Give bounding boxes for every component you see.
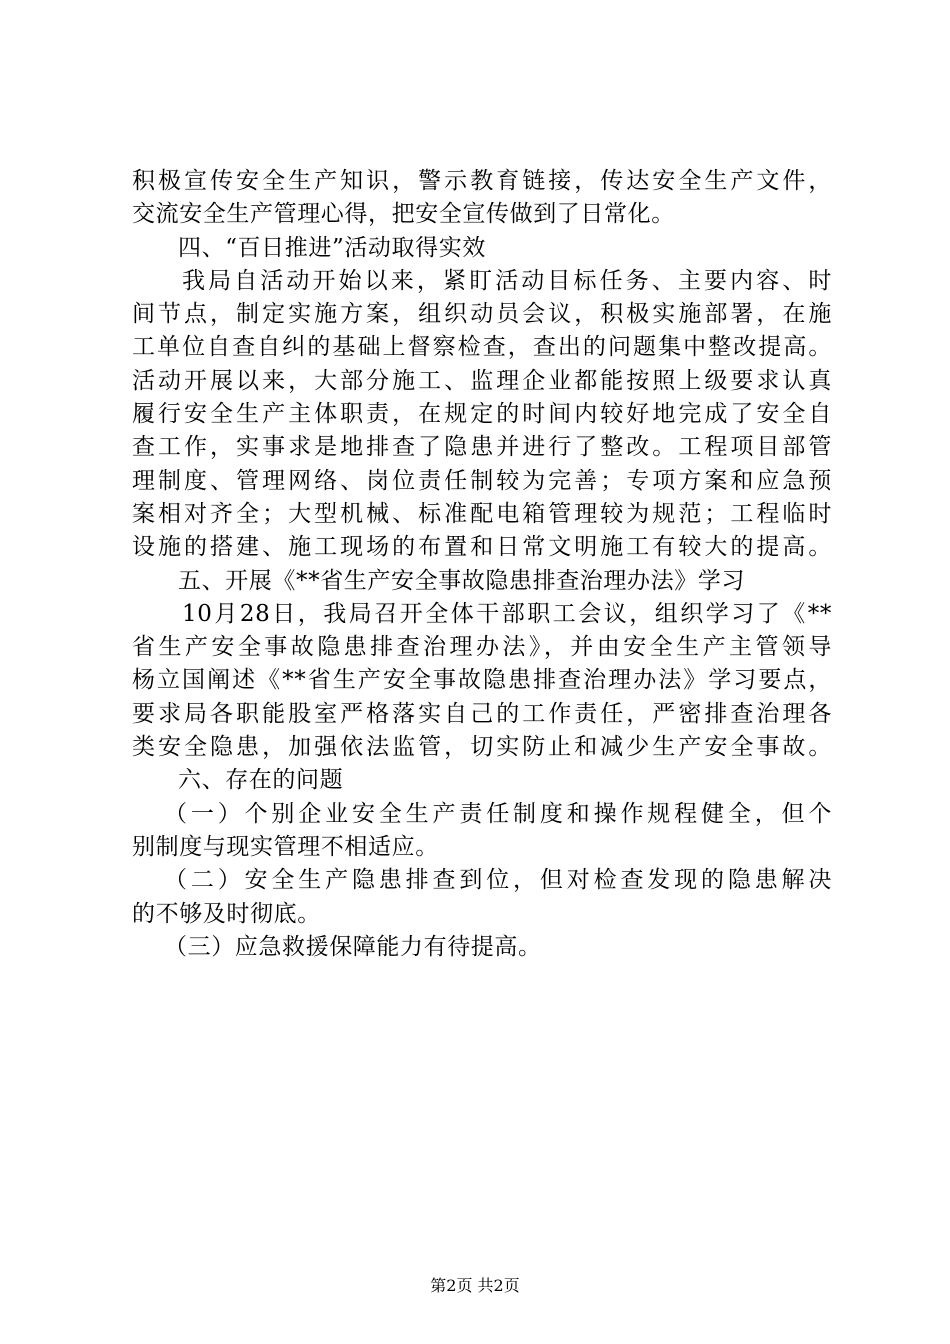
text-line: 积极宣传安全生产知识，警示教育链接，传达安全生产文件，	[132, 168, 832, 194]
text-line: 杨立国阐述《**省生产安全事故隐患排查治理办法》学习要点，	[132, 667, 832, 694]
text-line: （二）安全生产隐患排查到位，但对检查发现的隐患解决	[164, 867, 832, 894]
text-line: 别制度与现实管理不相适应。	[132, 833, 439, 860]
text-line: 履行安全生产主体职责，在规定的时间内较好地完成了安全自	[132, 401, 832, 428]
document-body	[132, 165, 832, 964]
text-line: 的不够及时彻底。	[132, 900, 321, 927]
text-line: 10月28日，我局召开全体干部职工会议，组织学习了《**	[182, 600, 832, 627]
text-line: 要求局各职能股室严格落实自己的工作责任，严密排查治理各	[132, 700, 832, 727]
text-line: 类安全隐患，加强依法监管，切实防止和减少生产安全事故。	[132, 734, 832, 761]
text-line: 设施的搭建、施工现场的布置和日常文明施工有较大的提高。	[132, 534, 832, 561]
text-line: 查工作，实事求是地排查了隐患并进行了整改。工程项目部管	[132, 434, 832, 461]
text-line: 五、开展《**省生产安全事故隐患排查治理办法》学习	[178, 567, 745, 594]
text-line: （一）个别企业安全生产责任制度和操作规程健全，但个	[164, 800, 832, 827]
text-line: 六、存在的问题	[178, 767, 344, 794]
text-line: 案相对齐全；大型机械、标准配电箱管理较为规范；工程临时	[132, 500, 832, 527]
text-line: （三）应急救援保障能力有待提高。	[164, 933, 542, 960]
text-line: 四、“百日推进”活动取得实效	[178, 234, 486, 261]
text-line: 我局自活动开始以来，紧盯活动目标任务、主要内容、时	[182, 267, 832, 294]
text-line: 交流安全生产管理心得，把安全宣传做到了日常化。	[132, 201, 675, 228]
text-line: 省生产安全事故隐患排查治理办法》，并由安全生产主管领导	[132, 634, 832, 661]
text-line: 间节点，制定实施方案，组织动员会议，积极实施部署，在施	[132, 301, 832, 328]
text-line: 活动开展以来，大部分施工、监理企业都能按照上级要求认真	[132, 367, 832, 394]
text-line: 理制度、管理网络、岗位责任制较为完善；专项方案和应急预	[132, 467, 832, 494]
text-line: 工单位自查自纠的基础上督察检查，查出的问题集中整改提高。	[132, 334, 832, 361]
page-footer: 第2页 共2页	[430, 1276, 520, 1295]
